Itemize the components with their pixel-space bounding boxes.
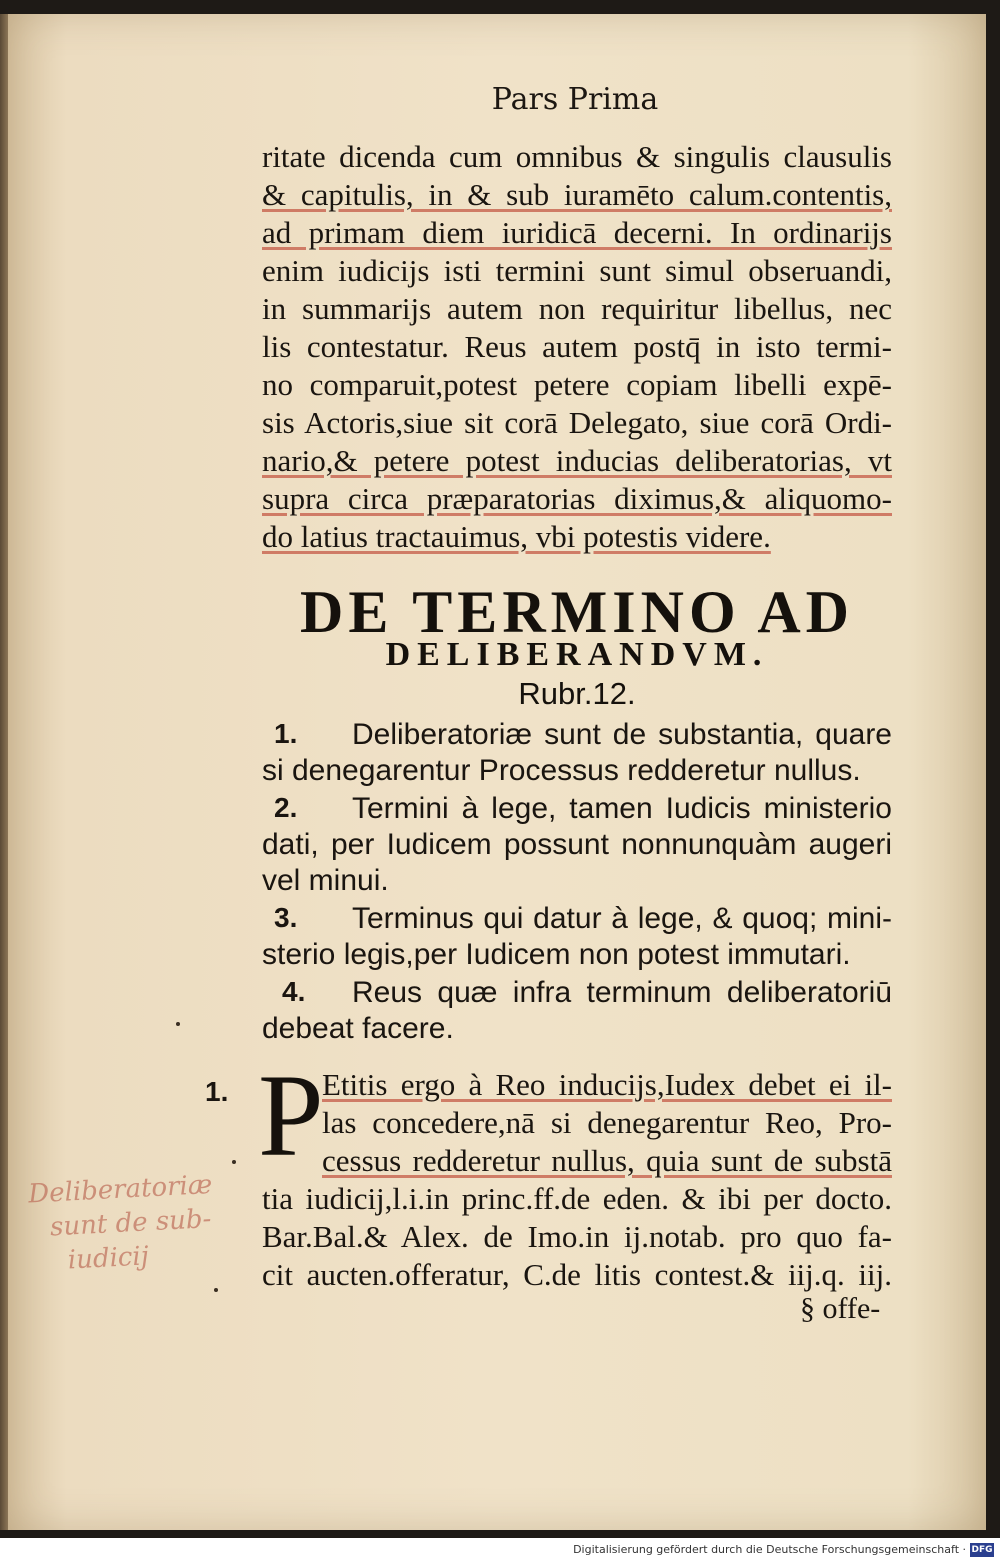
drop-cap: P bbox=[258, 1050, 324, 1181]
text-line: ad primam diem iuridicā decerni. In ordinarijs bbox=[262, 215, 892, 250]
summary-line: si denegarentur Processus redderetur nullus. bbox=[262, 754, 861, 787]
handwritten-margin-note bbox=[27, 1167, 242, 1280]
summary-line: debeat facere. bbox=[262, 1012, 454, 1045]
ink-speck bbox=[232, 1160, 236, 1164]
summary-line: Reus quæ infra terminum deliberatoriū bbox=[352, 976, 892, 1009]
text-line: cit aucten.offeratur, C.de litis contest.& iij.q. iij. bbox=[262, 1257, 892, 1292]
margin-note-line: sunt de sub- bbox=[49, 1204, 213, 1243]
text-line: ritate dicenda cum omnibus & singulis clausulis bbox=[262, 139, 892, 174]
text-line: supra circa præparatorias diximus,& aliquomo- bbox=[262, 481, 892, 516]
ink-speck bbox=[214, 1288, 218, 1292]
summary-line: Terminus qui datur à lege, & quoq; mini- bbox=[352, 902, 892, 935]
text-line: las concedere,nā si denegarentur Reo, Pro- bbox=[322, 1105, 892, 1140]
rubric-label: Rubr.12. bbox=[518, 676, 636, 711]
dfg-logo-icon: DFG bbox=[971, 1545, 993, 1555]
summary-line: Deliberatoriæ sunt de substantia, quare bbox=[352, 718, 892, 751]
section-title: DE TERMINO AD bbox=[300, 579, 854, 645]
summary-line: sterio legis,per Iudicem non potest immutari. bbox=[262, 938, 851, 971]
text-line: nario,& petere potest inducias deliberatorias, vt bbox=[262, 443, 892, 478]
summary-line: vel minui. bbox=[262, 864, 389, 897]
text-line: sis Actoris,siue sit corā Delegato, siue corā Ordi- bbox=[262, 405, 892, 440]
text-line: enim iudicijs isti termini sunt simul obseruandi, bbox=[262, 253, 892, 288]
text-line: do latius tractauimus, vbi potestis videre. bbox=[262, 519, 771, 554]
footer-credit: Digitalisierung gefördert durch die Deutsche Forschungsgemeinschaft · bbox=[573, 1543, 966, 1556]
text-line: no comparuit,potest petere copiam libelli expē- bbox=[262, 367, 892, 402]
text-line: lis contestatur. Reus autem postq̄ in isto termi- bbox=[262, 329, 892, 364]
margin-number: 1. bbox=[205, 1076, 229, 1107]
margin-note-line: iudicij bbox=[67, 1241, 150, 1276]
text-line: in summarijs autem non requiritur libellus, nec bbox=[262, 291, 892, 326]
text-line: Bar.Bal.& Alex. de Imo.in ij.notab. pro quo fa- bbox=[262, 1219, 892, 1254]
margin-note-line: Deliberatoriæ bbox=[27, 1169, 214, 1210]
text-line: tia iudicij,l.i.in princ.ff.de eden. & ibi per docto. bbox=[262, 1181, 892, 1216]
summary-number: 1. bbox=[274, 718, 298, 749]
summary-number: 3. bbox=[274, 902, 298, 933]
ink-speck bbox=[176, 1022, 180, 1026]
text-line: Etitis ergo à Reo inducijs,Iudex debet ei il- bbox=[322, 1067, 892, 1102]
running-header: Pars Prima bbox=[491, 82, 659, 117]
summary-line: Termini à lege, tamen Iudicis ministerio bbox=[352, 792, 892, 825]
section-subtitle: DELIBERANDVM. bbox=[385, 636, 769, 673]
summary-number: 4. bbox=[282, 976, 306, 1007]
text-line: cessus redderetur nullus, quia sunt de substā bbox=[322, 1143, 892, 1178]
catchword: § offe- bbox=[800, 1292, 881, 1325]
summary-number: 2. bbox=[274, 792, 298, 823]
text-line: & capitulis, in & sub iuramēto calum.contentis, bbox=[262, 177, 892, 212]
summary-line: dati, per Iudicem possunt nonnunquàm augeri bbox=[262, 828, 892, 861]
